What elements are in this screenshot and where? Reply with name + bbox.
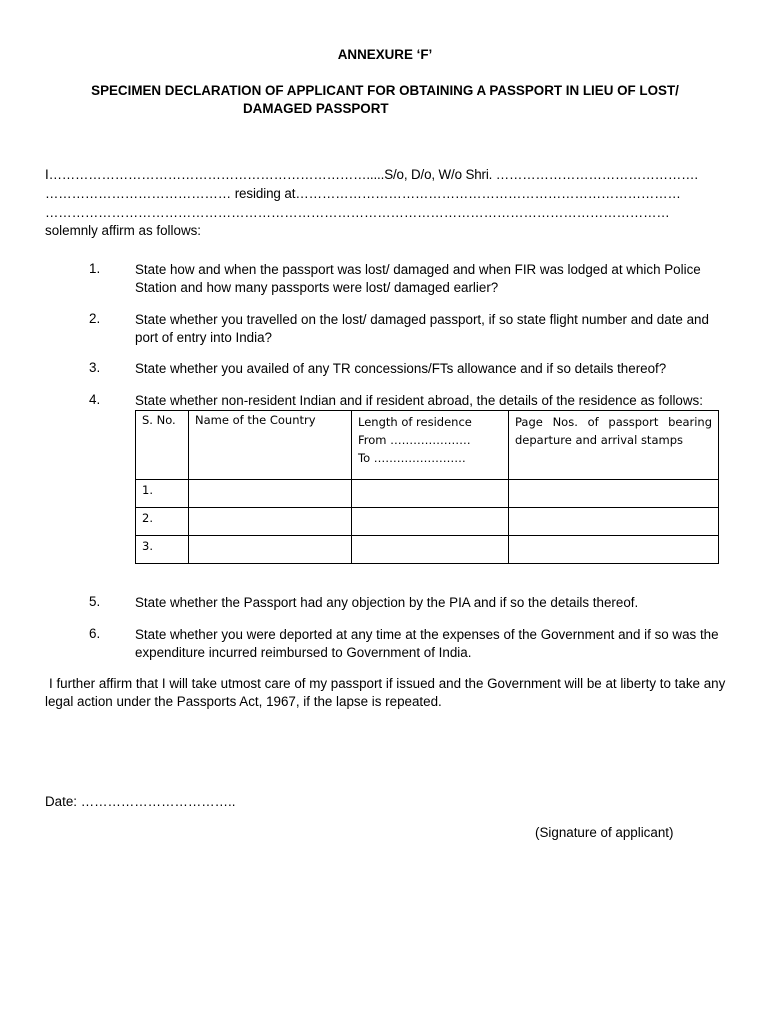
header-pages: Page Nos. of passport bearing departure and arrival stamps bbox=[509, 411, 719, 480]
declaration-line-1: I……………………………………………………………….....S/o, D/o, W/o Shri. ………………………………………. bbox=[45, 167, 698, 182]
row-country-cell[interactable] bbox=[189, 480, 352, 508]
form-title-line2: DAMAGED PASSPORT bbox=[243, 101, 389, 116]
item-number: 1. bbox=[89, 261, 101, 276]
row-length-cell[interactable] bbox=[352, 508, 509, 536]
item-text: State how and when the passport was lost/ damaged and when FIR was lodged at which Police Station and how many passports were lost/ damaged earlier? bbox=[135, 262, 701, 295]
date-field[interactable]: Date: …………………………….. bbox=[45, 794, 236, 809]
row-country-cell[interactable] bbox=[189, 536, 352, 564]
row-sno: 1. bbox=[136, 480, 189, 508]
header-to: To …………………… bbox=[358, 451, 466, 465]
table-header-row bbox=[136, 411, 719, 480]
item-number: 2. bbox=[89, 311, 101, 326]
item-text: State whether the Passport had any objection by the PIA and if so the details thereof. bbox=[135, 595, 639, 610]
row-length-cell[interactable] bbox=[352, 480, 509, 508]
form-title-line1: SPECIMEN DECLARATION OF APPLICANT FOR OBTAINING A PASSPORT IN LIEU OF LOST/ bbox=[91, 83, 679, 98]
item-text: State whether you were deported at any time at the expenses of the Government and if so was the expenditure incurred reimbursed to Government of India. bbox=[135, 627, 719, 660]
header-length bbox=[352, 411, 509, 480]
header-country: Name of the Country bbox=[189, 411, 352, 480]
declaration-line-4: solemnly affirm as follows: bbox=[45, 223, 202, 238]
item-number: 4. bbox=[89, 392, 101, 407]
affirmation-paragraph: I further affirm that I will take utmost care of my passport if issued and the Government will be at liberty to take any legal action under the Passports Act, 1967, if the lapse is repeated. bbox=[45, 676, 726, 709]
table-row bbox=[136, 508, 719, 536]
item-number: 5. bbox=[89, 594, 101, 609]
row-pages-cell[interactable] bbox=[509, 480, 719, 508]
row-sno: 2. bbox=[136, 508, 189, 536]
table-row bbox=[136, 536, 719, 564]
header-length-label: Length of residence bbox=[358, 415, 472, 429]
item-number: 3. bbox=[89, 360, 101, 375]
row-pages-cell[interactable] bbox=[509, 536, 719, 564]
item-text: State whether you travelled on the lost/ damaged passport, if so state flight number and date and port of entry into India? bbox=[135, 312, 709, 345]
item-text: State whether non-resident Indian and if resident abroad, the details of the residence as follows: bbox=[135, 393, 703, 408]
residence-table bbox=[135, 410, 719, 564]
row-length-cell[interactable] bbox=[352, 536, 509, 564]
header-from: From ………………… bbox=[358, 433, 471, 447]
row-pages-cell[interactable] bbox=[509, 508, 719, 536]
row-country-cell[interactable] bbox=[189, 508, 352, 536]
annexure-label: ANNEXURE ‘F’ bbox=[337, 47, 433, 62]
declaration-line-3: …………………………………………………………………………………………………………………………… bbox=[45, 205, 670, 220]
item-number: 6. bbox=[89, 626, 101, 641]
header-sno: S. No. bbox=[136, 411, 189, 480]
item-text: State whether you availed of any TR concessions/FTs allowance and if so details thereof? bbox=[135, 361, 667, 376]
signature-label: (Signature of applicant) bbox=[535, 825, 674, 840]
declaration-line-2: …………………………………… residing at…………………………………………………………………………… bbox=[45, 186, 681, 201]
table-row bbox=[136, 480, 719, 508]
row-sno: 3. bbox=[136, 536, 189, 564]
